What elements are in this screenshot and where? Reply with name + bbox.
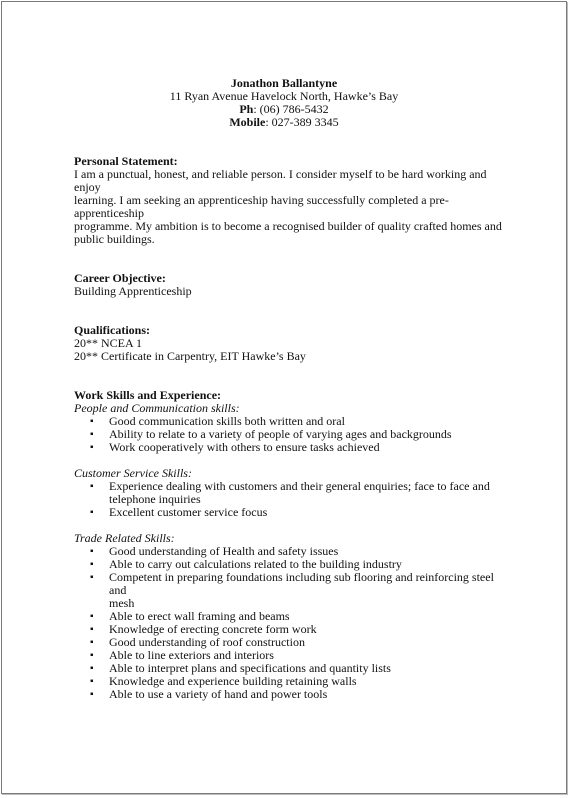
skill-item-text: Good understanding of roof construction bbox=[109, 635, 305, 649]
square-bullet-icon: ▪ bbox=[90, 650, 94, 661]
phone-label: Ph bbox=[239, 102, 254, 116]
contact-header bbox=[74, 77, 494, 129]
personal-statement-section bbox=[74, 155, 514, 246]
square-bullet-icon: ▪ bbox=[90, 572, 94, 583]
qualification-item: 20** NCEA 1 bbox=[74, 336, 143, 350]
personal-statement-line: I am a punctual, honest, and reliable person. I consider myself to be hard working and enjoy bbox=[74, 167, 487, 194]
resume-content bbox=[74, 77, 514, 701]
career-objective-text: Building Apprenticeship bbox=[74, 284, 192, 298]
square-bullet-icon: ▪ bbox=[90, 442, 94, 453]
personal-statement-line: programme. My ambition is to become a recognised builder of quality crafted homes and bbox=[74, 219, 502, 233]
qualifications-section bbox=[74, 324, 514, 363]
skill-item-text: Knowledge of erecting concrete form work bbox=[109, 622, 317, 636]
skill-item-text: Able to erect wall framing and beams bbox=[109, 609, 290, 623]
skill-item-text: mesh bbox=[109, 596, 135, 610]
square-bullet-icon: ▪ bbox=[90, 689, 94, 700]
skill-list bbox=[74, 545, 514, 701]
skill-list bbox=[74, 415, 514, 454]
square-bullet-icon: ▪ bbox=[90, 507, 94, 518]
skill-group-heading: People and Communication skills: bbox=[74, 401, 240, 415]
skill-group-heading: Trade Related Skills: bbox=[74, 531, 175, 545]
square-bullet-icon: ▪ bbox=[90, 546, 94, 557]
personal-statement-line: learning. I am seeking an apprenticeship having successfully completed a pre-apprenticeship bbox=[74, 193, 449, 220]
square-bullet-icon: ▪ bbox=[90, 676, 94, 687]
phone-value: : (06) 786-5432 bbox=[253, 102, 329, 116]
skill-item bbox=[74, 441, 514, 454]
square-bullet-icon: ▪ bbox=[90, 624, 94, 635]
skill-item-text: Competent in preparing foundations including sub flooring and reinforcing steel and bbox=[109, 570, 494, 597]
square-bullet-icon: ▪ bbox=[90, 637, 94, 648]
square-bullet-icon: ▪ bbox=[90, 559, 94, 570]
square-bullet-icon: ▪ bbox=[90, 611, 94, 622]
applicant-name: Jonathon Ballantyne bbox=[230, 76, 338, 90]
skill-item-text: Experience dealing with customers and their general enquiries; face to face and bbox=[109, 479, 490, 493]
skill-item-text: Good communication skills both written and oral bbox=[109, 414, 345, 428]
mobile-label: Mobile bbox=[229, 115, 266, 129]
skill-item bbox=[74, 571, 514, 610]
skill-item-text: Able to interpret plans and specifications and quantity lists bbox=[109, 661, 391, 675]
qualification-item: 20** Certificate in Carpentry, EIT Hawke’s Bay bbox=[74, 349, 306, 363]
personal-statement-line: public buildings. bbox=[74, 232, 155, 246]
career-objective-title: Career Objective: bbox=[74, 271, 166, 285]
skill-item-text: Excellent customer service focus bbox=[109, 505, 268, 519]
skill-item bbox=[74, 480, 514, 506]
square-bullet-icon: ▪ bbox=[90, 663, 94, 674]
qualifications-title: Qualifications: bbox=[74, 323, 151, 337]
skill-item-text: Able to use a variety of hand and power tools bbox=[109, 687, 328, 701]
skill-item-text: telephone inquiries bbox=[109, 492, 201, 506]
skill-item-text: Knowledge and experience building retaining walls bbox=[109, 674, 357, 688]
skill-item-text: Able to carry out calculations related to the building industry bbox=[109, 557, 402, 571]
skill-group-heading: Customer Service Skills: bbox=[74, 466, 192, 480]
mobile-value: : 027-389 3345 bbox=[265, 115, 339, 129]
personal-statement-title: Personal Statement: bbox=[74, 154, 178, 168]
resume-page bbox=[1, 1, 567, 794]
skill-list bbox=[74, 480, 514, 519]
address-line: 11 Ryan Avenue Havelock North, Hawke’s Bay bbox=[169, 89, 399, 103]
skill-item bbox=[74, 688, 514, 701]
skill-groups bbox=[74, 402, 514, 701]
square-bullet-icon: ▪ bbox=[90, 481, 94, 492]
skill-item-text: Able to line exteriors and interiors bbox=[109, 648, 274, 662]
skill-item-text: Work cooperatively with others to ensure tasks achieved bbox=[109, 440, 380, 454]
mobile-line bbox=[74, 116, 494, 129]
skill-item-text: Ability to relate to a variety of people of varying ages and backgrounds bbox=[109, 427, 452, 441]
career-objective-section bbox=[74, 272, 514, 298]
work-skills-section bbox=[74, 389, 514, 701]
square-bullet-icon: ▪ bbox=[90, 416, 94, 427]
skill-item-text: Good understanding of Health and safety issues bbox=[109, 544, 339, 558]
square-bullet-icon: ▪ bbox=[90, 429, 94, 440]
work-skills-title: Work Skills and Experience: bbox=[74, 388, 222, 402]
skill-item bbox=[74, 506, 514, 519]
